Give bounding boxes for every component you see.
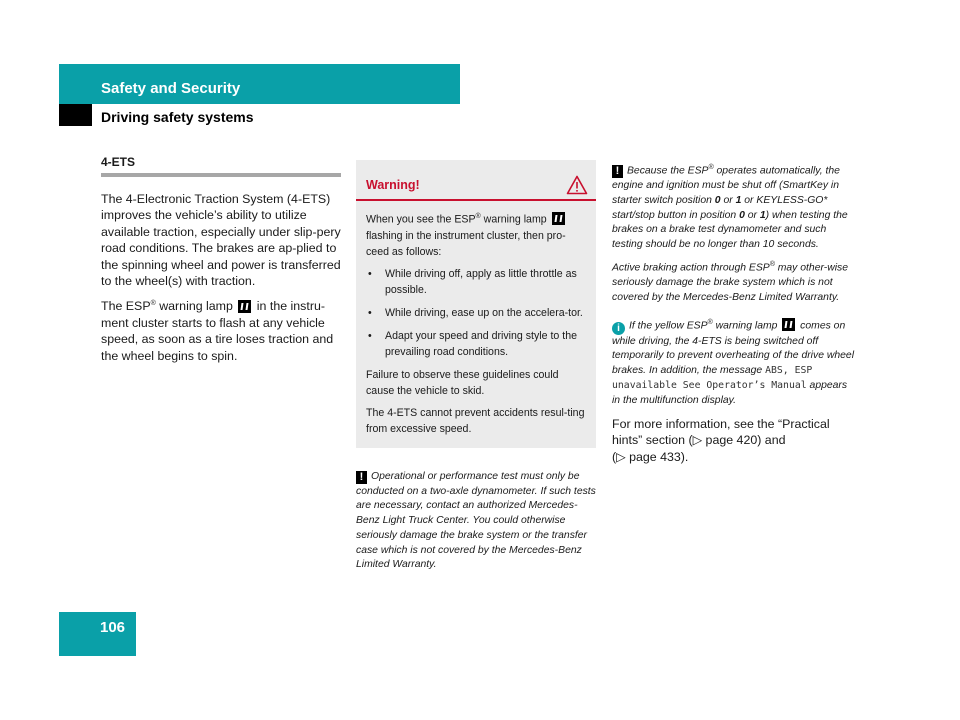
text: or (744, 209, 760, 221)
warning-list (366, 266, 586, 360)
info-icon: i (612, 322, 625, 335)
bullet: • (368, 267, 372, 280)
heading-rule (101, 173, 341, 177)
page-number: 106 (100, 619, 126, 636)
bullet: • (368, 329, 372, 342)
esp-warning-lamp-icon (782, 318, 795, 331)
list-item-text: Adapt your speed and driving style to the prevailing road conditions. (385, 329, 577, 358)
list-item (366, 328, 586, 360)
registered-mark: ® (708, 164, 714, 171)
text: warning lamp (712, 320, 781, 332)
warning-body (356, 201, 596, 437)
text: warning lamp (155, 299, 237, 314)
text: in the instru-ment cluster starts to flash at any vehicle speed, as soon as a tire loses traction and the wheel begins to spin. (101, 299, 334, 363)
text: comes on while driving, the 4-ETS is being switched off temporarily to prevent overheating of the drive wheel brakes. In addition, the message (612, 320, 855, 377)
note-dynamometer-test (356, 470, 600, 578)
column-4ets (101, 155, 341, 371)
text: Because the ESP (627, 165, 709, 177)
esp-warning-lamp-icon (238, 300, 251, 313)
heading-4ets: 4-ETS (101, 155, 136, 169)
position-0: 0 (714, 194, 721, 206)
warning-paragraph-skid: Failure to observe these guidelines could cause the vehicle to skid. (366, 368, 559, 397)
list-item (366, 305, 586, 321)
note-text (612, 258, 856, 306)
text: When you see the ESP (366, 213, 476, 226)
section-title: Safety and Security (101, 80, 241, 97)
text: ) when testing the brakes on a brake test dynamometer and such testing should be no longer than 10 seconds. (612, 209, 848, 250)
position-1: 1 (759, 209, 766, 221)
position-0: 0 (739, 209, 745, 221)
text: flashing in the instrument cluster, then pro-ceed as follows: (366, 229, 566, 258)
subsection-title: Driving safety systems (101, 109, 254, 125)
warning-header (356, 160, 596, 199)
paragraph-4ets-intro: The 4-Electronic Traction System (4-ETS) improves the vehicle’s ability to utilize available traction, especially under slip-pery road conditions. The brakes are ap-plied to the spinning wheel and power is transferred to the wheel(s) with traction. (101, 192, 341, 289)
text: The ESP (101, 299, 151, 314)
note-text (612, 161, 856, 253)
text: may other-wise seriously damage the brake system which is not covered by the Mercedes-Benz Limited Warranty. (612, 262, 849, 303)
warning-paragraph-speed: The 4-ETS cannot prevent accidents resul-ting from excessive speed. (366, 406, 585, 435)
text: page 420) and (702, 433, 786, 448)
note-text (612, 316, 856, 408)
registered-mark: ® (475, 213, 481, 220)
note-yellow-lamp (612, 316, 856, 408)
text: page 433). (625, 449, 689, 464)
registered-mark: ® (150, 300, 156, 308)
bullet: • (368, 306, 372, 319)
text: operates automatically, the engine and ignition must be shut off (SmartKey in starter switch position (612, 165, 840, 206)
esp-warning-lamp-icon (552, 212, 565, 225)
registered-mark: ® (769, 260, 775, 268)
column-notes (612, 161, 856, 465)
note-esp-automatic (612, 161, 856, 305)
header-marker (59, 104, 92, 126)
warning-intro (366, 209, 586, 260)
text: appears in the multifunction display. (612, 379, 848, 406)
text: or (720, 194, 736, 206)
text: or KEYLESS-GO* start/stop button in position (612, 194, 828, 221)
warning-box (356, 160, 596, 448)
position-1: 1 (735, 194, 742, 206)
page-ref-arrow-icon: ▷ (692, 433, 703, 448)
registered-mark: ® (707, 319, 713, 327)
text: ( (612, 449, 617, 464)
text: warning lamp (480, 213, 550, 226)
text: If the yellow ESP (629, 320, 708, 332)
exclamation-icon: ! (356, 471, 367, 484)
list-item (366, 266, 586, 298)
exclamation-icon: ! (612, 165, 623, 178)
display-message: ABS, ESP unavailable See Operator’s Manual (612, 365, 813, 391)
note-text (356, 470, 600, 573)
warning-triangle-icon (566, 175, 588, 195)
page-ref-arrow-icon: ▷ (616, 449, 626, 464)
list-item-text: While driving off, apply as little throttle as possible. (385, 267, 577, 296)
text: Active braking action through ESP (612, 262, 770, 274)
list-item-text: While driving, ease up on the accelera-tor. (385, 306, 583, 319)
text: For more information, see the “Practical hints” section ( (612, 417, 830, 448)
paragraph-esp-lamp (101, 296, 341, 364)
more-info-paragraph (612, 416, 856, 465)
text: Operational or performance test must only be conducted on a two-axle dynamometer. If such tests are necessary, contact an authorized Mercedes-Benz Light Truck Center. You could otherwise seriously damage the brake system or the transfer case which is not covered by the Mercedes-Benz Limited Warranty. (356, 471, 596, 571)
warning-title: Warning! (366, 178, 420, 192)
